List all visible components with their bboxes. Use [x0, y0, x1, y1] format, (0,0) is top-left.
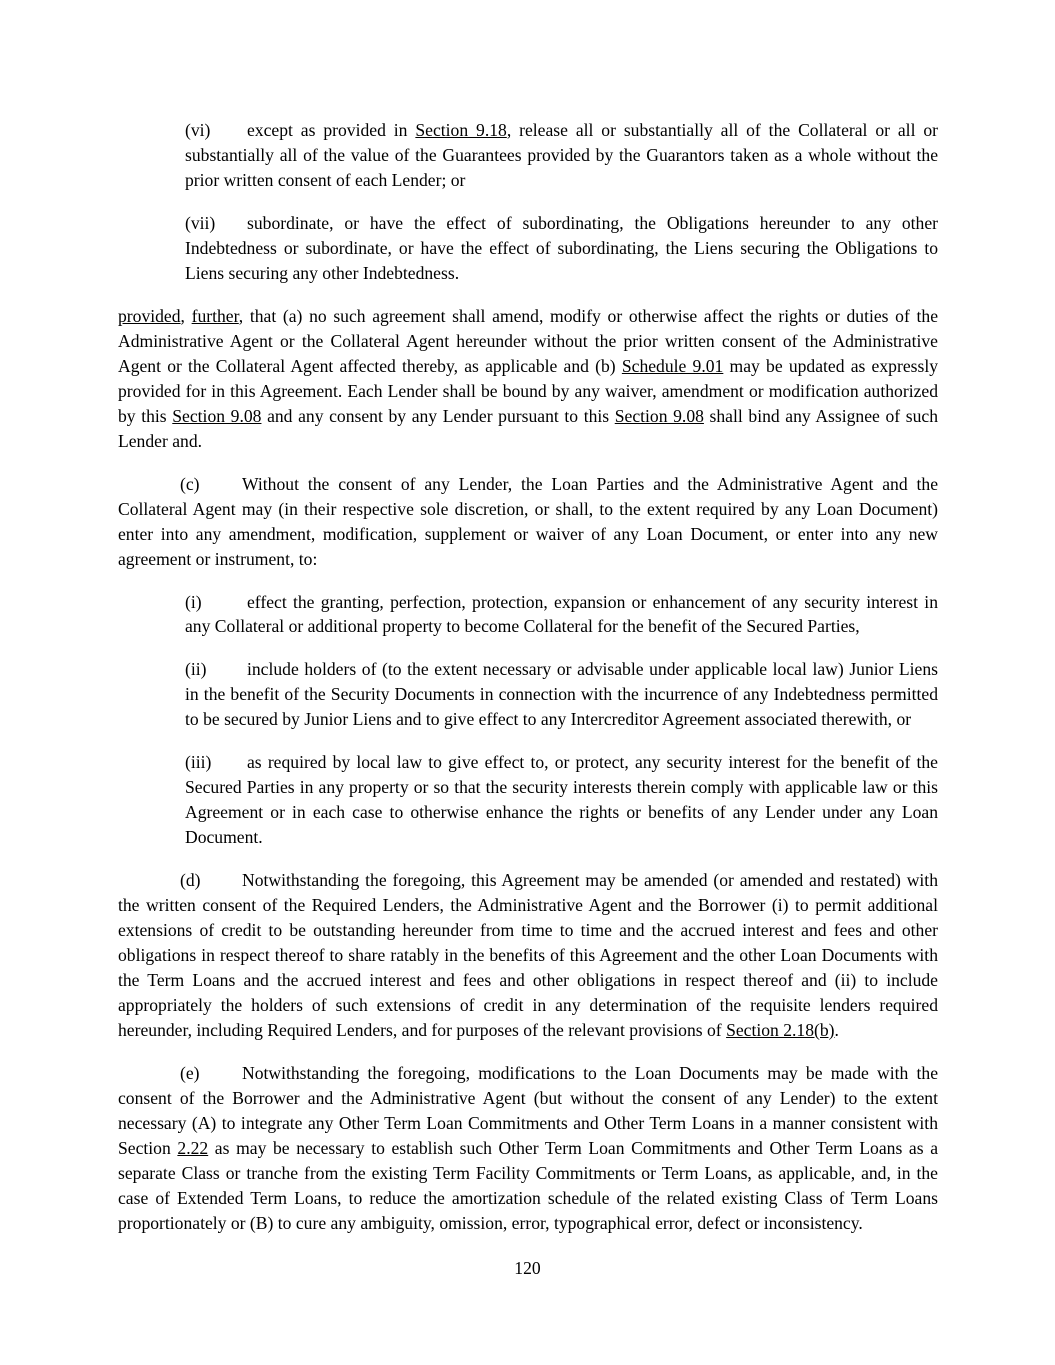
underlined-reference: Section 9.08: [172, 405, 262, 426]
text-run: and any consent by any Lender pursuant to this: [261, 405, 615, 426]
text-run: , release all or substantially all of the Collateral or all or substantially all of the value of the Guarantees provided by the Guarantors taken as a whole without the prior written consent of each Lender; or: [185, 120, 938, 190]
paragraph-label: (vi): [185, 120, 211, 140]
paragraph: [185, 657, 938, 732]
paragraph: [185, 590, 938, 640]
text-run: include holders of (to the extent necessary or advisable under applicable local law) Junior Liens in the benefit of the Security Documents in connection with the incurrence of any Indebtedness permitted to be secured by Junior Liens and to give effect to any Intercreditor Agreement associated therewith, or: [185, 659, 938, 730]
underlined-reference: Section 2.18(b): [726, 1020, 835, 1041]
paragraph-label: (ii): [185, 659, 207, 680]
paragraph: [118, 868, 938, 1043]
page-number: 120: [514, 1258, 541, 1278]
text-run: except as provided in: [247, 120, 416, 140]
paragraph: [118, 1061, 938, 1236]
paragraph-label: (i): [185, 591, 202, 612]
paragraph: [118, 304, 938, 454]
underlined-reference: Section 9.08: [614, 405, 704, 426]
text-run: subordinate, or have the effect of subordinating, the Obligations hereunder to any other Indebtedness or subordinate, or have the effect of subordinating, the Liens securing the Obligations to Liens securing any other Indebtedness.: [185, 212, 938, 283]
text-run: , that (a) no such agreement shall amend, modify or otherwise affect the rights or duties of the Administrative Agent or the Collateral Agent hereunder without the prior written consent of the Administrative Agent or the Collateral Agent affected thereby, as applicable and (b): [118, 305, 938, 376]
text-run: may be updated as expressly provided for in this Agreement. Each Lender shall be bound by any waiver, amendment or modification authorized by this: [118, 355, 939, 426]
paragraph-label: (vii): [185, 212, 216, 233]
text-run: effect the granting, perfection, protection, expansion or enhancement of any security interest in any Collateral or additional property to become Collateral for the benefit of the Secured Parties,: [185, 591, 938, 637]
paragraph-label: (c): [180, 473, 200, 494]
paragraph-label: (d): [180, 870, 201, 891]
underlined-reference: 2.22: [177, 1137, 209, 1158]
underlined-reference: provided: [118, 305, 181, 326]
text-run: .: [834, 1020, 839, 1041]
paragraph-label: (iii): [185, 752, 212, 773]
text-run: ,: [180, 305, 192, 326]
paragraph: [118, 472, 938, 572]
underlined-reference: Section 9.18: [415, 120, 507, 140]
underlined-reference: further: [191, 305, 239, 326]
underlined-reference: Schedule 9.01: [621, 355, 724, 376]
paragraph: [185, 750, 938, 850]
text-run: as required by local law to give effect to, or protect, any security interest for the benefit of the Secured Parties in any property or so that the security interests therein comply with applicable law or this Agreement or in each case to otherwise enhance the rights or benefits of any Lender under any Loan Document.: [185, 752, 938, 848]
text-run: Without the consent of any Lender, the Loan Parties and the Administrative Agent and the Collateral Agent may (in their respective sole discretion, or shall, to the extent required by any Loan Document) enter into any amendment, modification, supplement or waiver of any Loan Document, or enter into any new agreement or instrument, to:: [118, 473, 938, 569]
text-run: shall bind any Assignee of such Lender and.: [118, 405, 938, 451]
paragraph: [185, 118, 938, 193]
text-run: as may be necessary to establish such Other Term Loan Commitments and Other Term Loans as a separate Class or tranche from the existing Term Facility Commitments or Term Loans, as applicable, and, in the case of Extended Term Loans, to reduce the amortization schedule of the related existing Class of Term Loans proportionately or (B) to cure any ambiguity, omission, error, typographical error, defect or inconsistency.: [118, 1137, 938, 1233]
document-body: [118, 118, 938, 1236]
text-run: Notwithstanding the foregoing, this Agreement may be amended (or amended and restated) with the written consent of the Required Lenders, the Administrative Agent and the Borrower (i) to permit additional extensions of credit to be outstanding hereunder from time to time and the accrued interest and fees and other obligations in respect thereof to share ratably in the benefits of this Agreement and the other Loan Documents with the Term Loans and the accrued interest and fees and other obligations in respect thereof and (ii) to include appropriately the holders of such extensions of credit in any determination of the requisite lenders required hereunder, including Required Lenders, and for purposes of the relevant provisions of: [118, 870, 938, 1041]
paragraph: [185, 211, 938, 286]
paragraph-label: (e): [180, 1063, 200, 1083]
text-run: Notwithstanding the foregoing, modifications to the Loan Documents may be made with the consent of the Borrower and the Administrative Agent (but without the consent of any Lender) to the extent necessary (A) to integrate any Other Term Loan Commitments and Other Term Loans in a manner consistent with Section: [118, 1063, 938, 1158]
